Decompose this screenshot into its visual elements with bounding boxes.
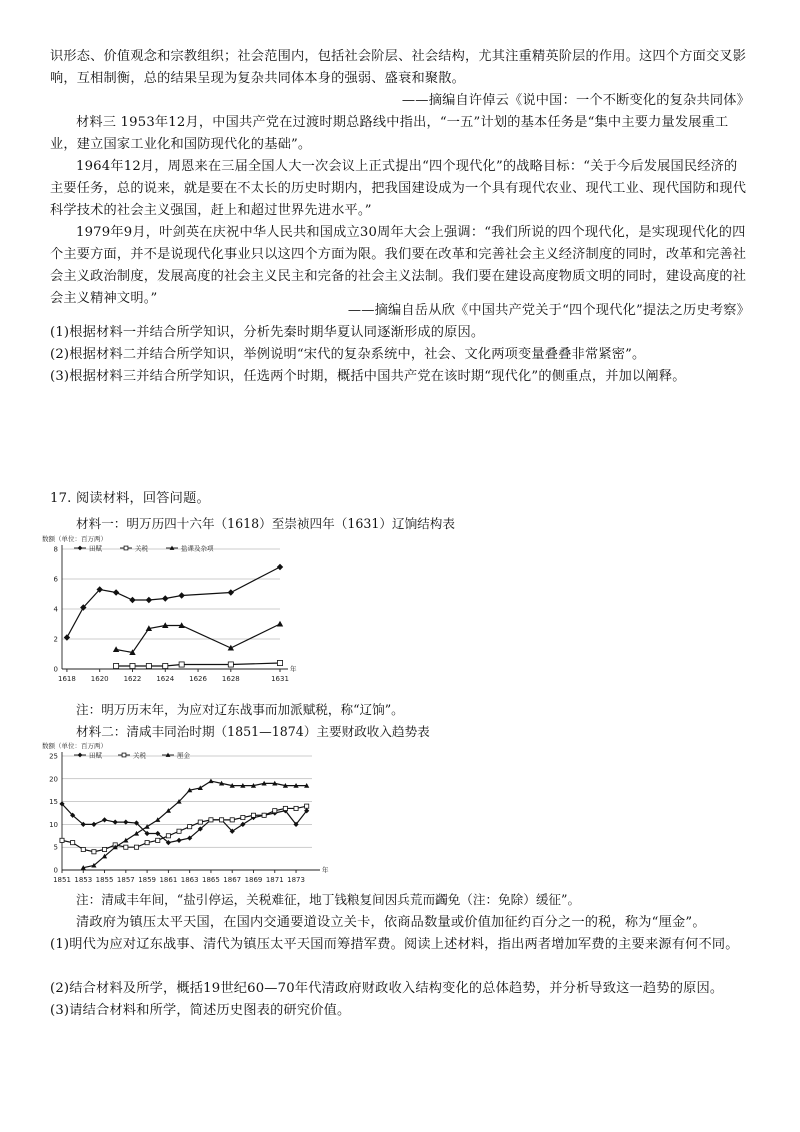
data-point [228,662,233,667]
data-point [273,809,277,813]
legend-label: 盐课及杂项 [181,544,214,553]
question-17-2: (2)结合材料及所学，概括19世纪60—70年代清政府财政收入结构变化的总体趋势，并分析导致这一趋势的原因。 [50,981,724,996]
x-tick-label: 1859 [138,876,157,884]
x-tick-label: 1618 [58,675,76,683]
legend-marker [124,546,128,550]
data-point [145,824,150,829]
legend-label: 关税 [133,751,146,760]
data-point [134,845,138,849]
data-point [91,822,96,827]
data-point [102,847,106,851]
data-point [277,564,283,570]
x-tick-label: 1873 [287,876,305,884]
data-point [146,597,152,603]
data-point [81,847,85,851]
x-tick-label: 1869 [244,876,263,884]
material-3-paragraph-2: 1964年12月，周恩来在三届全国人大一次会议上正式提出“四个现代化”的战略目标：“关于今后发展国民经济的主要任务，总的说来，就是要在不太长的历史时期内，把我国建设成为一个具有现代农业、现代工业、现代国防和现代科学技术的社会主义强国，赶上和超过世界先进水平。” [50,159,747,218]
data-point [166,834,170,838]
x-tick-label: 1867 [223,876,242,884]
y-axis-label: 数额（单位：百万两） [42,742,107,750]
data-point [179,662,184,667]
material-3-paragraph-1: 材料三 1953年12月，中国共产党在过渡时期总路线中指出，“一五”计划的基本任务是“集中主要力量发展重工业，建立国家工业化和国防现代化的基础”。 [50,115,729,152]
series-line [116,663,280,666]
x-axis-label: 年 [290,665,297,673]
material-2-note: 注：清咸丰年间，“盐引停运，关税难征，地丁钱粮复间因兵荒而蠲免（注：免除）缓征”。 [76,892,581,907]
material-2-caption: 材料二：清咸丰同治时期（1851—1874）主要财政收入趋势表 [76,724,430,739]
legend-marker [78,546,83,551]
y-axis-label: 数额（单位：百万两） [42,535,107,543]
legend-label: 厘金 [177,751,190,760]
data-point [129,597,135,603]
y-tick-label: 4 [53,605,58,614]
material-1-note: 注：明万历末年，为应对辽东战事而加派赋税，称“辽饷”。 [76,702,404,717]
data-point [64,634,70,640]
y-tick-label: 15 [49,798,58,807]
data-point [146,663,151,668]
x-tick-label: 1871 [265,876,284,884]
data-point [162,595,168,601]
x-tick-label: 1857 [116,876,135,884]
question-16-2: (2)根据材料二并结合所学知识，举例说明“宋代的复杂系统中，社会、文化两项变量叠叠非常紧密”。 [50,347,646,362]
data-point [163,663,168,668]
data-point [219,818,223,822]
data-point [228,645,234,651]
data-point [294,806,298,810]
data-point [123,820,128,825]
data-point [113,589,119,595]
y-tick-label: 2 [53,635,58,644]
y-tick-label: 0 [53,866,58,875]
data-point [113,646,119,652]
data-point [277,660,282,665]
x-tick-label: 1861 [159,876,178,884]
question-17-heading: 17. 阅读材料，回答问题。 [50,491,210,506]
data-point [156,838,160,842]
question-17-1: (1)明代为应对辽东战事、清代为镇压太平天国而筹措军费。阅读上述材料，指出两者增加军费的主要来源有何不同。 [50,937,739,952]
series-line [62,804,307,843]
legend-marker [122,753,126,757]
x-tick-label: 1626 [189,675,207,683]
source-citation-2: ——摘编自岳从欣《中国共产党关于“四个现代化”提法之历史考察》 [347,303,750,318]
question-16-1: (1)根据材料一并结合所学知识，分析先秦时期华夏认同逐渐形成的原因。 [50,325,485,340]
data-point [130,663,135,668]
lijin-paragraph: 清政府为镇压太平天国，在国内交通要道设立关卡，依商品数量或价值加征约百分之一的税，称为“厘金”。 [76,915,706,930]
y-tick-label: 5 [53,843,58,852]
data-point [262,813,266,817]
data-point [251,813,255,817]
x-tick-label: 1620 [90,675,109,683]
y-tick-label: 8 [53,545,58,554]
chart-liaoxiang-structure [40,533,300,691]
legend-label: 关税 [135,544,148,553]
data-point [277,621,283,627]
data-point [188,825,192,829]
chart-qing-revenue-trend [40,740,340,890]
data-point [198,785,203,790]
y-tick-label: 25 [49,752,58,761]
x-tick-label: 1865 [202,876,220,884]
data-point [198,820,202,824]
x-tick-label: 1863 [180,876,199,884]
y-tick-label: 0 [53,665,58,674]
x-axis-label: 年 [322,866,329,874]
series-line [67,567,280,638]
x-tick-label: 1631 [271,675,289,683]
material-1-caption: 材料一：明万历四十六年（1618）至崇祯四年（1631）辽饷结构表 [76,516,455,531]
series-line [62,806,307,852]
data-point [228,589,234,595]
data-point [230,818,234,822]
data-point [71,841,75,845]
data-point [113,820,118,825]
data-point [124,845,128,849]
data-point [123,838,128,843]
data-point [208,778,213,783]
data-point [305,804,309,808]
x-tick-label: 1855 [95,876,114,884]
question-16-3: (3)根据材料三并结合所学知识，任选两个时期，概括中国共产党在该时期“现代化”的侧重点，并加以阐释。 [50,369,686,384]
x-tick-label: 1622 [123,675,142,683]
data-point [209,818,213,822]
data-point [283,806,287,810]
data-point [177,829,181,833]
y-tick-label: 6 [53,575,58,584]
data-point [102,817,107,822]
data-point [241,815,245,819]
legend-label: 田赋 [89,751,102,760]
y-tick-label: 20 [49,775,58,784]
data-point [176,838,181,843]
x-tick-label: 1624 [156,675,175,683]
x-tick-label: 1853 [74,876,93,884]
source-citation-1: ——摘编自许倬云《说中国：一个不断变化的复杂共同体》 [401,93,750,108]
x-tick-label: 1628 [221,675,240,683]
y-tick-label: 10 [49,820,58,829]
material-3-paragraph-3: 1979年9月，叶剑英在庆祝中华人民共和国成立30周年大会上强调：“我们所说的四个现代化，是实现现代化的四个主要方面，并不是说现代化事业只以这四个方面为限。我们要在改革和完善社会主义经济制度的同时，改革和完善社会主义政治制度，发展高度的社会主义民主和完备的社会主义法制。我们要在建设高度物质文明的同时，建设高度的社会主义精神文明。” [50,225,747,306]
data-point [134,831,139,836]
material-2-continuation: 识形态、价值观念和宗教组织；社会范围内，包括社会阶层、社会结构，尤其注重精英阶层的作用。这四个方面交叉影响，互相制衡，总的结果呈现为复杂共同体本身的强弱、盛衰和聚散。 [50,49,747,86]
x-tick-label: 1851 [53,876,71,884]
legend-label: 田赋 [89,544,102,553]
data-point [114,663,119,668]
question-17-3: (3)请结合材料和所学，简述历史图表的研究价值。 [50,1003,351,1018]
data-point [145,841,149,845]
data-point [60,838,64,842]
data-point [92,850,96,854]
series-line [116,624,280,653]
legend-marker [78,753,83,758]
data-point [178,592,184,598]
